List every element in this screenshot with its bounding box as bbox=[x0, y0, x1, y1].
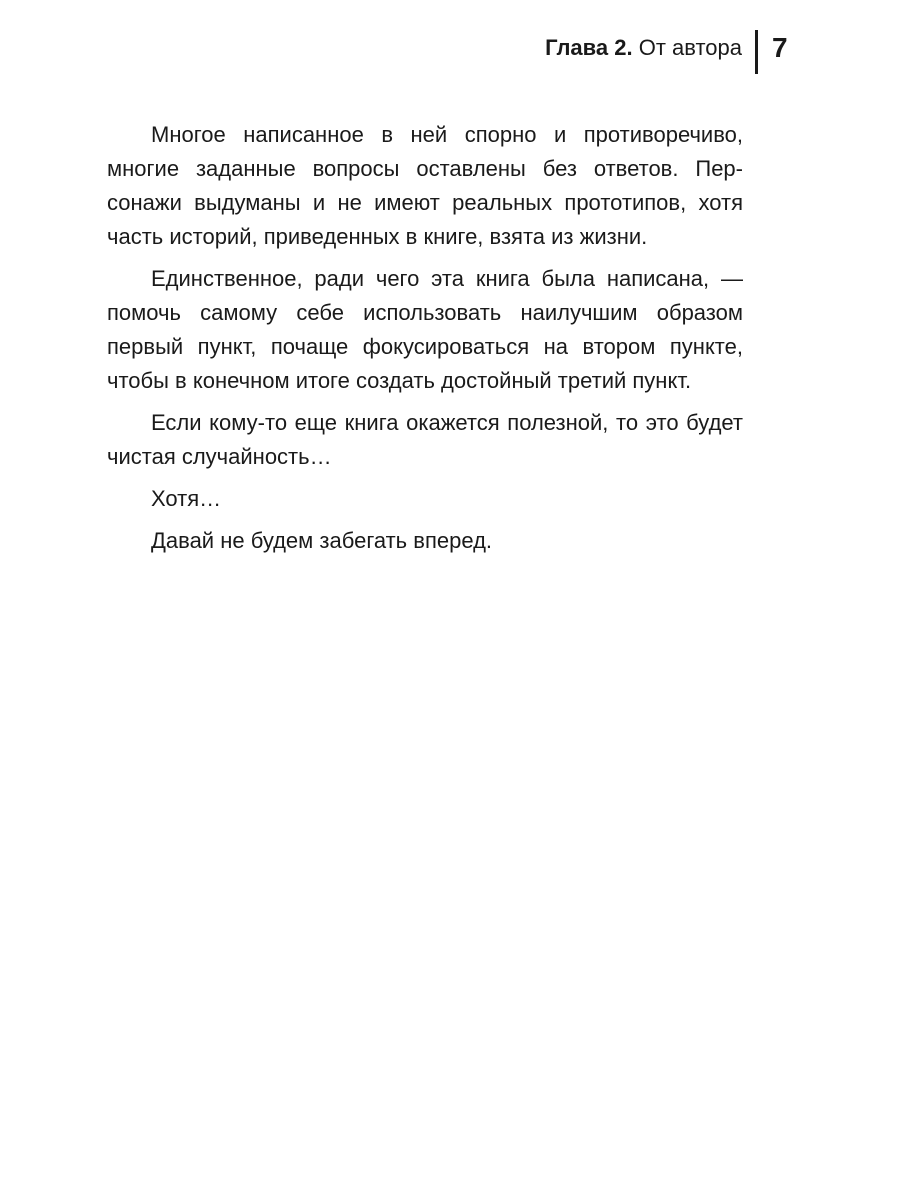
paragraph: Единственное, ради чего эта книга была написана, — помочь самому себе использовать наилучшим образом первый пункт, почаще фокусироваться на втором пункте, чтобы в конечном итоге создать достойный третий пункт. bbox=[107, 266, 743, 393]
paragraph: Давай не будем забегать вперед. bbox=[151, 528, 493, 553]
paragraph: Хотя… bbox=[151, 486, 222, 511]
running-head bbox=[0, 30, 900, 76]
running-head-title bbox=[545, 34, 742, 62]
header-divider bbox=[755, 30, 758, 74]
paragraph: Если кому-то еще книга окажется полезной, то это будет чистая случайность… bbox=[107, 410, 743, 469]
paragraph: Многое написанное в ней спорно и противоречиво, многие заданные вопросы оставлены без ответов. Персонажи выдуманы и не имеют реальных прототипов, хотя часть историй, приведенных в книге, взята из жизни. bbox=[107, 122, 743, 249]
body-text bbox=[107, 118, 743, 566]
section-title: От автора bbox=[638, 35, 742, 60]
chapter-label: Глава 2. bbox=[545, 35, 633, 60]
page-number: 7 bbox=[772, 32, 788, 63]
